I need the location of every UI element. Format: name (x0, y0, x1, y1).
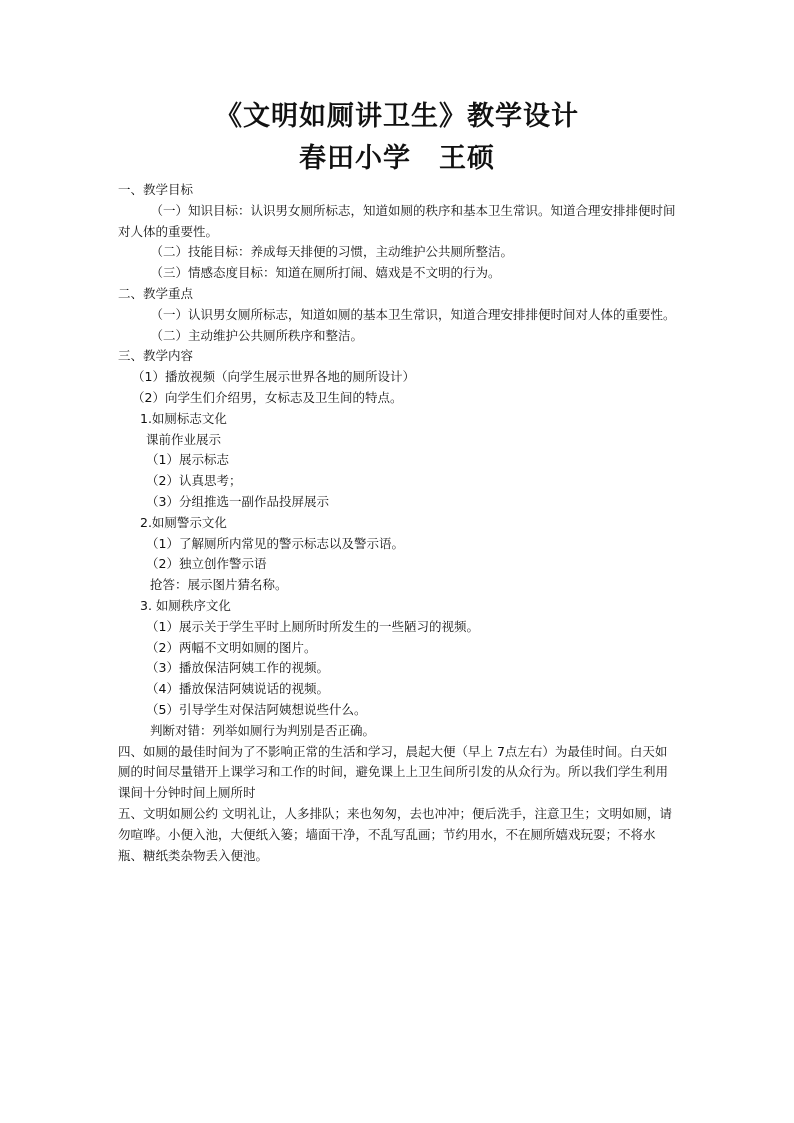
paragraph: 判断对错：列举如厕行为判别是否正确。 (150, 722, 376, 738)
list-item: （2）认真思考； (146, 473, 242, 489)
section-heading: 一、教学目标 (118, 182, 194, 197)
paragraph: （三）情感态度目标：知道在厕所打闹、嬉戏是不文明的行为。 (150, 265, 501, 281)
paragraph: （二）主动维护公共厕所秩序和整洁。 (150, 327, 364, 343)
paragraph: 抢答：展示图片猜名称。 (150, 577, 288, 593)
document-title: 《文明如厕讲卫生》教学设计 (215, 101, 579, 132)
list-item: （1）播放视频（向学生展示世界各地的厕所设计） (132, 369, 415, 385)
list-item: （4）播放保洁阿姨说话的视频。 (146, 681, 329, 697)
paragraph: （一）知识目标：认识男女厕所标志，知道如厕的秩序和基本卫生常识。知道合理安排排便时间对人体的重要性。 (118, 202, 676, 239)
subsection-heading: 3. 如厕秩序文化 (140, 597, 231, 613)
document-body (118, 180, 678, 866)
list-item: （2）独立创作警示语 (146, 556, 267, 572)
list-item: （1）了解厕所内常见的警示标志以及警示语。 (146, 535, 404, 551)
document-author: 春田小学 王硕 (299, 143, 495, 174)
paragraph: （一）认识男女厕所标志，知道如厕的基本卫生常识，知道合理安排排便时间对人体的重要性。 (150, 306, 676, 322)
section-paragraph: 四、如厕的最佳时间为了不影响正常的生活和学习，晨起大便（早上 7点左右）为最佳时间。白天如厕的时间尽量错开上课学习和工作的时间，避免课上上卫生间所引发的从众行为。所以我们学生利用课间十分钟时间上厕所时 (118, 743, 669, 801)
list-item: （2）向学生们介绍男，女标志及卫生间的特点。 (132, 389, 403, 405)
paragraph: 课前作业展示 (146, 431, 222, 447)
list-item: （3）分组推选一副作品投屏展示 (146, 493, 329, 509)
list-item: （1）展示关于学生平时上厕所时所发生的一些陋习的视频。 (146, 618, 479, 634)
subsection-heading: 1.如厕标志文化 (140, 410, 227, 426)
paragraph: （二）技能目标：养成每天排便的习惯，主动维护公共厕所整洁。 (150, 244, 514, 260)
subsection-heading: 2.如厕警示文化 (140, 514, 227, 530)
section-paragraph: 五、文明如厕公约 文明礼让，人多排队；来也匆匆，去也冲冲；便后洗手，注意卫生；文明如厕，请勿喧哗。小便入池，大便纸入篓；墙面干净，不乱写乱画；节约用水，不在厕所嬉戏玩耍；不将水瓶、糖纸类杂物丢入便池。 (118, 805, 672, 863)
list-item: （3）播放保洁阿姨工作的视频。 (146, 660, 329, 676)
section-heading: 三、教学内容 (118, 348, 194, 364)
list-item: （1）展示标志 (146, 452, 229, 468)
list-item: （5）引导学生对保洁阿姨想说些什么。 (146, 701, 367, 717)
section-heading: 二、教学重点 (118, 285, 194, 301)
list-item: （2）两幅不文明如厕的图片。 (146, 639, 317, 655)
